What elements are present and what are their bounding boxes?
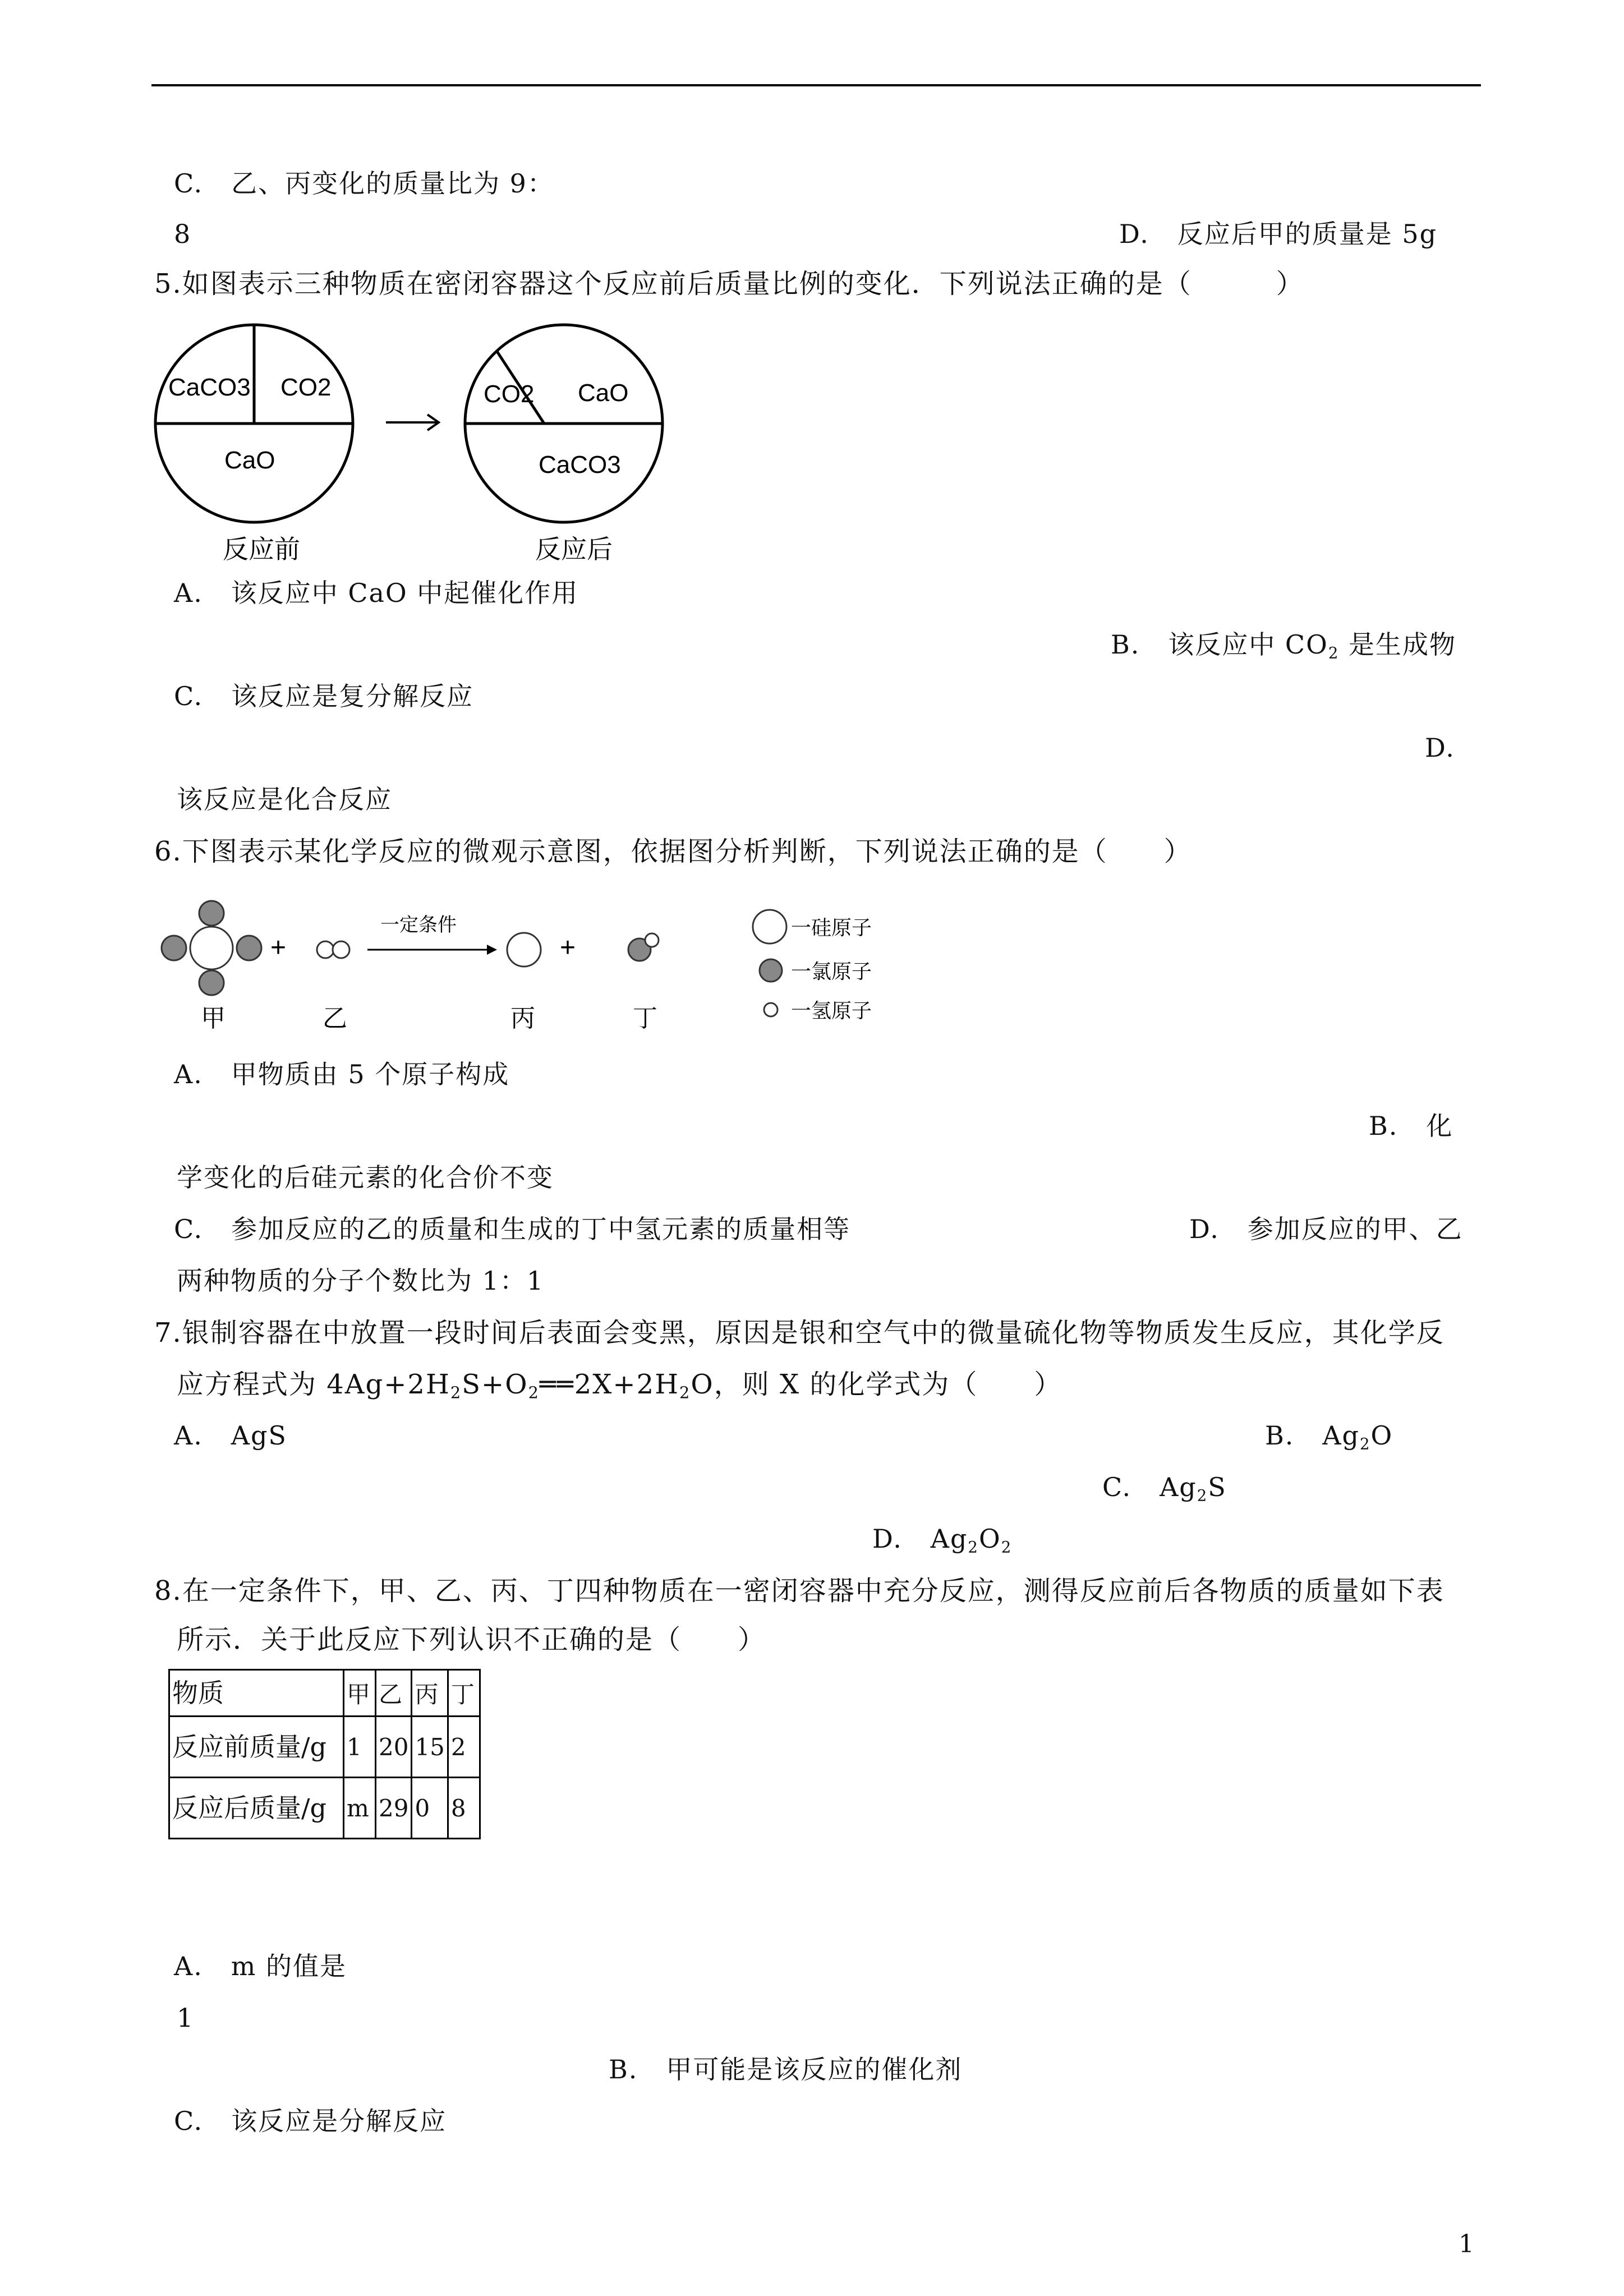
q5-option-d-text: 该反应是化合反应: [177, 784, 392, 815]
table-cell: 1: [344, 1717, 376, 1778]
table-cell: 29: [376, 1778, 412, 1839]
header-cell: 乙: [376, 1670, 412, 1717]
header-cell: 丙: [412, 1670, 448, 1717]
legend-h-icon: [764, 1003, 778, 1016]
q5-option-c: C. 该反应是复分解反应: [174, 681, 474, 711]
header-rule: [151, 84, 1481, 86]
label-jia: 甲: [201, 1004, 226, 1033]
after-cao-label: CaO: [578, 379, 629, 407]
q6-option-b-start: B. 化: [1369, 1111, 1453, 1141]
table-cell: 15: [412, 1717, 448, 1778]
q7-option-a: A. AgS: [174, 1420, 287, 1451]
q5-stem: 5.如图表示三种物质在密闭容器这个反应前后质量比例的变化．下列说法正确的是（ ）: [154, 268, 1304, 300]
before-cao-label: CaO: [224, 447, 275, 474]
plus-sign: +: [560, 933, 576, 963]
q5-option-b: B. 该反应中 $CO_2$ 是生成物: [1111, 629, 1457, 662]
table-cell: 0: [412, 1778, 448, 1839]
q8-option-a-continued: 1: [177, 2003, 195, 2033]
header-cell: 甲: [344, 1670, 376, 1717]
label-bing: 丙: [510, 1004, 535, 1033]
header-cell: 丁: [448, 1670, 480, 1717]
row-label: 反应前质量/g: [169, 1717, 344, 1778]
q8-stem-line1: 8.在一定条件下，甲、乙、丙、丁四种物质在一密闭容器中充分反应，测得反应前后各物质的质量如下表: [154, 1575, 1444, 1607]
table-row: [169, 1778, 480, 1839]
si-atom: [190, 927, 233, 969]
q4-option-d: D. 反应后甲的质量是 5g: [1119, 219, 1438, 249]
table-header-row: [169, 1670, 480, 1717]
label-ding: 丁: [633, 1004, 657, 1033]
q5-option-a: A. 该反应中 CaO 中起催化作用: [174, 578, 579, 608]
q8-option-b: B. 甲可能是该反应的催化剂: [609, 2054, 963, 2085]
plus-sign: +: [270, 933, 287, 963]
q5-option-d-letter: D.: [1425, 733, 1455, 763]
condition-label: 一定条件: [380, 914, 457, 936]
table-cell: 20: [376, 1717, 412, 1778]
cl-atom: [199, 901, 224, 926]
q7-option-d: D. $Ag_2O_2$: [872, 1524, 1013, 1557]
cl-atom: [162, 936, 186, 960]
q8-option-a: A. m 的值是: [174, 1951, 347, 1981]
page-number: 1: [1459, 2230, 1474, 2258]
row-label: 反应后质量/g: [169, 1778, 344, 1839]
legend-si-icon: [753, 910, 786, 944]
legend-si-label: 一硅原子: [791, 917, 872, 940]
table-row: [169, 1717, 480, 1778]
q7-option-c: C. $Ag_2S$: [1102, 1472, 1227, 1505]
q6-molecular-diagram: [151, 892, 937, 1038]
h-atom: [317, 941, 334, 958]
q5-pie-diagram: [151, 317, 690, 569]
before-caption: 反应前: [223, 534, 300, 564]
cl-atom: [199, 970, 224, 995]
table-cell: m: [344, 1778, 376, 1839]
after-caption: 反应后: [535, 534, 613, 564]
q7-option-b: B. $Ag_2O$: [1265, 1420, 1393, 1453]
molecule-bing-si-atom: [507, 933, 541, 967]
header-cell: 物质: [169, 1670, 344, 1717]
q6-option-d-start: D. 参加反应的甲、乙: [1189, 1214, 1463, 1244]
h-atom: [333, 941, 349, 958]
reaction-arrow-head: [487, 945, 497, 955]
legend-cl-icon: [760, 959, 782, 982]
q8-option-c: C. 该反应是分解反应: [174, 2106, 447, 2136]
legend-h-label: 一氢原子: [791, 1000, 872, 1023]
q7-stem-line2: 应方程式为 $4Ag+2H_2S+O_2══2X+2H_2O$，则 X 的化学式为（ ）: [177, 1369, 1062, 1402]
before-co2-label: CO2: [280, 374, 332, 401]
q8-stem-line2: 所示．关于此反应下列认识不正确的是（ ）: [177, 1624, 766, 1655]
mass-table: [168, 1669, 481, 1839]
q6-option-c: C. 参加反应的乙的质量和生成的丁中氢元素的质量相等: [174, 1214, 851, 1244]
q6-option-d-continued: 两种物质的分子个数比为 1：1: [177, 1266, 545, 1296]
q6-stem: 6.下图表示某化学反应的微观示意图，依据图分析判断，下列说法正确的是（ ）: [154, 836, 1192, 867]
q6-option-a: A. 甲物质由 5 个原子构成: [174, 1059, 510, 1089]
legend-cl-label: 一氯原子: [791, 960, 872, 983]
molecule-ding: [628, 933, 659, 961]
molecule-yi: [317, 941, 349, 958]
q4-option-c-continued: 8: [174, 219, 192, 249]
q6-option-b-continued: 学变化的后硅元素的化合价不变: [177, 1162, 554, 1193]
h-atom: [645, 933, 659, 947]
after-caco3-label: CaCO3: [539, 451, 621, 478]
atom-legend: [753, 910, 872, 1023]
cl-atom: [237, 936, 261, 960]
after-co2-label: CO2: [484, 380, 535, 408]
molecule-jia: [162, 901, 261, 995]
table-cell: 8: [448, 1778, 480, 1839]
label-yi: 乙: [323, 1004, 347, 1033]
table-cell: 2: [448, 1717, 480, 1778]
q4-option-c: C. 乙、丙变化的质量比为 9：: [174, 168, 554, 199]
before-caco3-label: CaCO3: [168, 374, 251, 401]
q7-stem-line1: 7.银制容器在中放置一段时间后表面会变黑，原因是银和空气中的微量硫化物等物质发生反应，其化学反: [154, 1317, 1444, 1349]
